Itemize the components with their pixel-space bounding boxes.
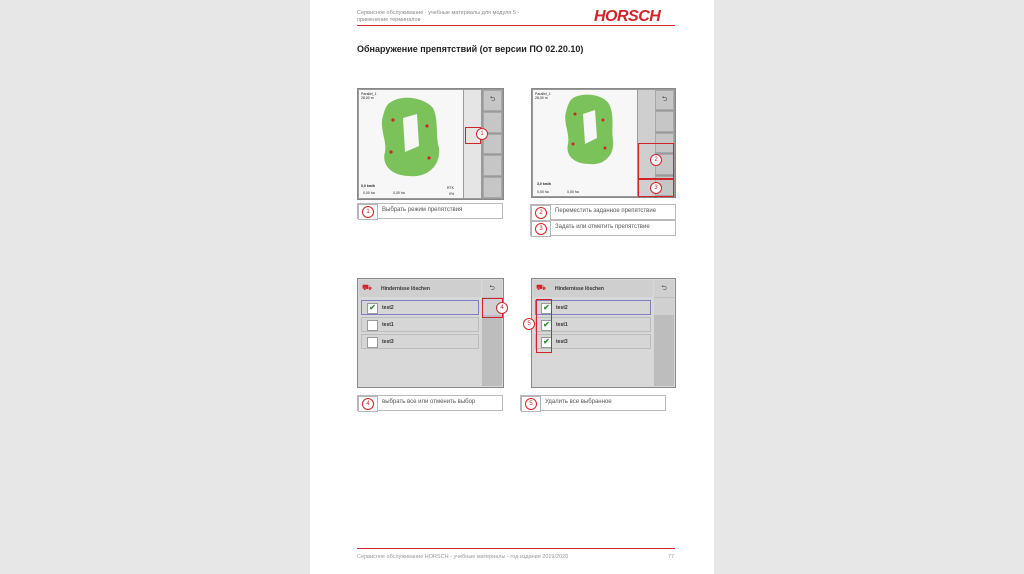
legend-5-num: 5 <box>525 398 537 410</box>
area-readout-1: 0,00 ha <box>363 191 375 195</box>
checkbox[interactable]: ✔ <box>541 303 552 314</box>
header-line-2: применение терминалов <box>357 17 421 23</box>
legend-1-text: Выбрать режим препятствия <box>382 207 463 213</box>
screen1-softkeys <box>483 90 502 198</box>
field-boundary <box>379 96 441 180</box>
item-label: test3 <box>556 339 568 345</box>
legend-2 <box>530 204 676 220</box>
tool-column <box>464 90 481 198</box>
header-line-1: Сервисное обслуживание - учебные материалы для модуля 5 - <box>357 10 520 16</box>
field-width: 28,00 m <box>361 96 374 100</box>
list-item[interactable] <box>361 300 479 315</box>
percent-indicator: 0% <box>449 192 455 196</box>
item-label: test2 <box>556 305 568 311</box>
field-map-2 <box>533 90 637 196</box>
dialog-2-softkeys <box>654 280 674 386</box>
checkbox[interactable] <box>367 337 378 348</box>
dialog-1-title: Hindernisse löschen <box>359 280 481 297</box>
legend-2-num: 2 <box>535 207 547 219</box>
field-boundary-2 <box>563 94 615 168</box>
legend-4-text: выбрать все или отменить выбор <box>382 399 476 405</box>
item-label: test1 <box>382 322 394 328</box>
page-number: 77 <box>668 554 675 560</box>
speed-readout-2: 3,0 km/h <box>537 182 552 186</box>
obstacle-delete-icon-2: ⛟ <box>536 283 547 292</box>
page-header <box>357 10 537 24</box>
terminal-screen-1 <box>357 88 504 200</box>
page-title: Обнаружение препятствий (от версии ПО 02.20.10) <box>357 44 584 54</box>
list-item[interactable] <box>535 317 651 332</box>
field-name-2: Parallel_1 <box>535 92 551 96</box>
delete-obstacles-dialog-2 <box>531 278 676 388</box>
dialog-1-softkeys <box>482 280 502 386</box>
legend-2-text: Переместить заданное препятствие <box>555 208 657 214</box>
softkey-2b[interactable] <box>655 111 674 131</box>
list-item[interactable] <box>361 317 479 332</box>
area-readout-2a: 0,00 ha <box>537 190 549 194</box>
back-button-3[interactable]: ⮌ <box>482 280 502 297</box>
callout-5: 5 <box>523 318 535 330</box>
back-button-4[interactable]: ⮌ <box>654 280 674 297</box>
item-label: test2 <box>382 305 394 311</box>
legend-3-text: Задать или отметить препятствие <box>555 224 650 230</box>
callout-4: 4 <box>496 302 508 314</box>
callout-2: 2 <box>650 154 662 166</box>
back-button-2[interactable]: ⮌ <box>655 90 674 110</box>
legend-1-num: 1 <box>362 206 374 218</box>
list-item[interactable] <box>535 300 651 315</box>
horsch-logo: HORSCH <box>594 8 661 25</box>
callout-3: 3 <box>650 182 662 194</box>
legend-5 <box>520 395 666 411</box>
legend-3-num: 3 <box>535 223 547 235</box>
list-item[interactable] <box>361 334 479 349</box>
document-page <box>310 0 714 574</box>
field-map <box>359 90 463 198</box>
area-readout-2: 0,00 ha <box>393 191 405 195</box>
footer-divider <box>357 548 675 549</box>
callout-1: 1 <box>476 128 488 140</box>
field-name: Parallel_1 <box>361 92 377 96</box>
dialog-2-title: Hindernisse löschen <box>533 280 653 297</box>
softkey-5[interactable] <box>483 177 502 198</box>
list-item[interactable] <box>535 334 651 349</box>
legend-3 <box>530 220 676 236</box>
item-label: test3 <box>382 339 394 345</box>
softkey-4[interactable] <box>483 155 502 176</box>
page-footer: Сервисное обслуживание HORSCH - учебные материалы - год издания 2019/2020 <box>357 554 569 560</box>
rtk-indicator: RTK <box>447 186 454 190</box>
header-divider <box>357 25 675 26</box>
checkbox[interactable]: ✔ <box>367 303 378 314</box>
legend-4 <box>357 395 503 411</box>
delete-button[interactable] <box>654 298 674 315</box>
item-label: test1 <box>556 322 568 328</box>
field-width-2: 28,00 m <box>535 96 548 100</box>
legend-1 <box>357 203 503 219</box>
legend-4-num: 4 <box>362 398 374 410</box>
checkbox[interactable]: ✔ <box>541 320 552 331</box>
checkbox[interactable] <box>367 320 378 331</box>
delete-obstacles-dialog-1 <box>357 278 504 388</box>
highlight-checkboxes <box>536 299 552 353</box>
area-readout-2b: 0,00 ha <box>567 190 579 194</box>
obstacle-delete-icon: ⛟ <box>362 283 373 292</box>
checkbox[interactable]: ✔ <box>541 337 552 348</box>
speed-readout: 0,0 km/h <box>361 184 376 188</box>
back-button[interactable]: ⮌ <box>483 90 502 111</box>
legend-5-text: Удалить все выбранное <box>545 399 612 405</box>
